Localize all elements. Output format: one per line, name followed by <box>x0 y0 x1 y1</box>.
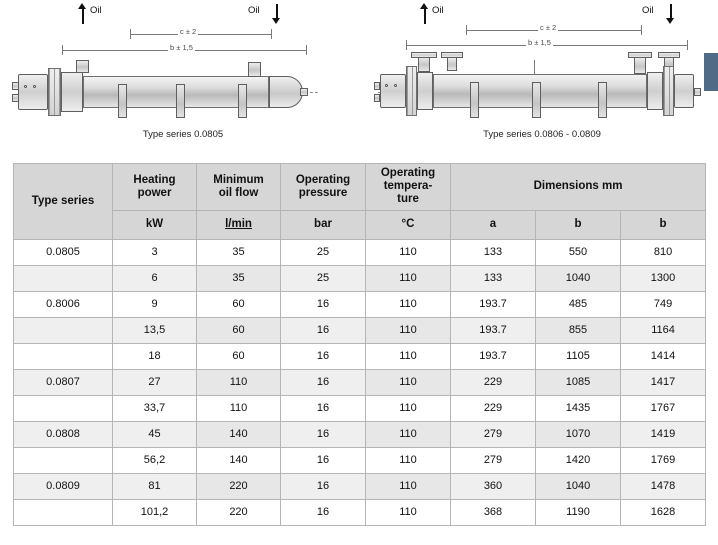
header-operating-pressure-line2: pressure <box>298 186 348 199</box>
cell-dimension-b2: 1414 <box>621 343 706 369</box>
table-row <box>14 343 706 369</box>
cell-operating-pressure: 16 <box>281 291 366 317</box>
oil-inlet-flange <box>411 52 437 58</box>
table-body <box>14 239 706 525</box>
cell-min-oil-flow: 110 <box>197 395 281 421</box>
unit-operating-pressure: bar <box>281 210 366 239</box>
cell-operating-temperature: 110 <box>366 265 451 291</box>
dimension-label-c: c ± 2 <box>180 27 197 36</box>
unit-dimension-a: a <box>451 210 536 239</box>
cell-operating-pressure: 16 <box>281 499 366 525</box>
cell-dimension-b2: 1164 <box>621 317 706 343</box>
dimension-tick-c-right <box>271 29 272 39</box>
right-header-box <box>647 72 663 110</box>
cell-type-series <box>14 343 113 369</box>
cell-operating-temperature: 110 <box>366 447 451 473</box>
cell-dimension-a: 193.7 <box>451 291 536 317</box>
cell-dimension-b1: 1105 <box>536 343 621 369</box>
right-end-block <box>674 74 694 108</box>
oil-in-arrow-head <box>420 3 428 9</box>
table-row <box>14 317 706 343</box>
table-row <box>14 369 706 395</box>
oil-in-arrow-stem <box>82 8 84 24</box>
diagram-row <box>0 0 718 152</box>
cell-operating-pressure: 16 <box>281 395 366 421</box>
cell-dimension-b2: 1767 <box>621 395 706 421</box>
left-flange <box>406 66 417 116</box>
header-min-oil-flow-line2: oil flow <box>218 186 259 199</box>
cell-dimension-b1: 1085 <box>536 369 621 395</box>
left-end-block <box>380 74 406 108</box>
oil-out-arrow-stem <box>670 4 672 19</box>
support-saddle-1 <box>470 82 479 118</box>
oil-out-arrow-head <box>272 18 280 24</box>
cell-dimension-b2: 749 <box>621 291 706 317</box>
bolt-icon <box>385 84 388 87</box>
cell-dimension-b2: 1769 <box>621 447 706 473</box>
diagram-right-canvas <box>366 0 718 128</box>
cell-heating-power: 101,2 <box>113 499 197 525</box>
support-saddle-2 <box>532 82 541 118</box>
oil-out-arrow-head <box>666 18 674 24</box>
cell-heating-power: 27 <box>113 369 197 395</box>
cell-dimension-b1: 1420 <box>536 447 621 473</box>
cell-operating-pressure: 16 <box>281 421 366 447</box>
oil-in-arrow-stem <box>424 8 426 24</box>
cell-operating-temperature: 110 <box>366 421 451 447</box>
unit-min-oil-flow <box>197 210 281 239</box>
cell-operating-pressure: 25 <box>281 239 366 265</box>
dimension-tick-c-right <box>641 25 642 35</box>
diagram-left-canvas <box>0 0 366 128</box>
left-port-nozzle <box>12 82 19 90</box>
header-type-series: Type series <box>14 164 113 240</box>
right-flange <box>663 66 674 116</box>
cell-dimension-b1: 855 <box>536 317 621 343</box>
table-row <box>14 291 706 317</box>
dimension-tick-c-left <box>466 25 467 35</box>
header-dimensions: Dimensions mm <box>451 164 706 211</box>
cell-min-oil-flow: 220 <box>197 499 281 525</box>
cell-dimension-a: 133 <box>451 265 536 291</box>
cell-heating-power: 33,7 <box>113 395 197 421</box>
dimension-line-c <box>130 34 272 35</box>
diagram-right-caption: Type series 0.0806 - 0.0809 <box>483 129 601 140</box>
cell-dimension-a: 133 <box>451 239 536 265</box>
cell-min-oil-flow: 140 <box>197 447 281 473</box>
cell-dimension-a: 279 <box>451 447 536 473</box>
cell-min-oil-flow: 35 <box>197 239 281 265</box>
cell-type-series: 0.0809 <box>14 473 113 499</box>
cell-operating-temperature: 110 <box>366 473 451 499</box>
cell-dimension-b1: 550 <box>536 239 621 265</box>
cell-heating-power: 18 <box>113 343 197 369</box>
support-saddle-1 <box>118 84 127 118</box>
bolt-icon <box>394 84 397 87</box>
left-port-nozzle <box>374 82 380 90</box>
cell-dimension-b1: 1435 <box>536 395 621 421</box>
vent-nozzle <box>447 57 457 71</box>
header-heating-power-line1: Heating <box>133 173 176 186</box>
cell-dimension-a: 229 <box>451 395 536 421</box>
unit-min-oil-flow-text: l/min <box>225 218 252 231</box>
oil-in-label: Oil <box>90 5 102 16</box>
header-operating-temperature <box>366 164 451 211</box>
cell-dimension-b2: 810 <box>621 239 706 265</box>
dimension-tick-b-right <box>687 40 688 50</box>
cell-dimension-a: 193.7 <box>451 317 536 343</box>
table-row <box>14 395 706 421</box>
bolt-icon <box>24 85 27 88</box>
cell-type-series: 0.0808 <box>14 421 113 447</box>
table-row <box>14 265 706 291</box>
cell-operating-pressure: 16 <box>281 343 366 369</box>
cell-dimension-b1: 1070 <box>536 421 621 447</box>
cell-heating-power: 45 <box>113 421 197 447</box>
cell-heating-power: 3 <box>113 239 197 265</box>
cell-heating-power: 9 <box>113 291 197 317</box>
cell-min-oil-flow: 220 <box>197 473 281 499</box>
oil-out-arrow-stem <box>276 4 278 19</box>
header-heating-power-line2: power <box>137 186 172 199</box>
cell-heating-power: 81 <box>113 473 197 499</box>
diagram-type-0805 <box>0 0 366 152</box>
dimension-label-b: b ± 1,5 <box>170 43 193 52</box>
specification-table <box>13 163 706 526</box>
table-row <box>14 447 706 473</box>
header-heating-power <box>113 164 197 211</box>
cell-operating-temperature: 110 <box>366 317 451 343</box>
cell-min-oil-flow: 140 <box>197 421 281 447</box>
oil-outlet-nozzle <box>248 62 261 77</box>
header-operating-pressure-line1: Operating <box>295 173 351 186</box>
dimension-tick-b-right <box>306 45 307 55</box>
cell-dimension-b2: 1628 <box>621 499 706 525</box>
cell-operating-temperature: 110 <box>366 291 451 317</box>
right-end-nozzle <box>694 88 701 96</box>
table-row <box>14 421 706 447</box>
oil-in-label: Oil <box>432 5 444 16</box>
cell-operating-pressure: 25 <box>281 265 366 291</box>
cell-dimension-b2: 1419 <box>621 421 706 447</box>
page-edge-artifact <box>704 53 718 91</box>
header-operating-temperature-line1: Operating <box>380 167 436 179</box>
cell-heating-power: 13,5 <box>113 317 197 343</box>
cell-type-series: 0.0805 <box>14 239 113 265</box>
cell-operating-pressure: 16 <box>281 447 366 473</box>
unit-dimension-b2: b <box>621 210 706 239</box>
cell-type-series <box>14 265 113 291</box>
left-port-nozzle-2 <box>374 94 380 102</box>
cell-dimension-a: 279 <box>451 421 536 447</box>
table-row <box>14 499 706 525</box>
support-saddle-2 <box>176 84 185 118</box>
dimension-label-b: b ± 1,5 <box>528 38 551 47</box>
cell-type-series <box>14 499 113 525</box>
dimension-tick-c-left <box>130 29 131 39</box>
cell-dimension-b1: 485 <box>536 291 621 317</box>
cell-type-series: 0.0807 <box>14 369 113 395</box>
header-operating-pressure <box>281 164 366 211</box>
cell-min-oil-flow: 60 <box>197 343 281 369</box>
left-flange <box>48 68 61 116</box>
cell-dimension-b1: 1190 <box>536 499 621 525</box>
right-end-nozzle <box>300 88 308 96</box>
header-min-oil-flow <box>197 164 281 211</box>
cell-operating-temperature: 110 <box>366 343 451 369</box>
cell-operating-pressure: 16 <box>281 473 366 499</box>
cell-dimension-a: 229 <box>451 369 536 395</box>
cell-heating-power: 56,2 <box>113 447 197 473</box>
oil-out-label: Oil <box>642 5 654 16</box>
oil-inlet-nozzle <box>76 60 89 73</box>
unit-operating-temperature: °C <box>366 210 451 239</box>
header-min-oil-flow-line1: Minimum <box>213 173 264 186</box>
table-row <box>14 473 706 499</box>
cell-min-oil-flow: 60 <box>197 317 281 343</box>
cell-dimension-b1: 1040 <box>536 265 621 291</box>
cell-operating-temperature: 110 <box>366 369 451 395</box>
cell-dimension-a: 360 <box>451 473 536 499</box>
cell-min-oil-flow: 35 <box>197 265 281 291</box>
cell-dimension-b2: 1300 <box>621 265 706 291</box>
unit-dimension-b1: b <box>536 210 621 239</box>
specification-table-wrap <box>13 163 705 526</box>
oil-inlet-nozzle <box>418 56 430 72</box>
cell-dimension-b2: 1417 <box>621 369 706 395</box>
diagram-type-0806-0809 <box>366 0 718 152</box>
cell-operating-pressure: 16 <box>281 369 366 395</box>
cell-type-series <box>14 317 113 343</box>
diagram-left-caption: Type series 0.0805 <box>142 129 224 140</box>
left-port-nozzle-2 <box>12 94 19 102</box>
cell-operating-temperature: 110 <box>366 499 451 525</box>
header-operating-temperature-line2: tempera- <box>383 180 433 193</box>
cell-dimension-a: 193.7 <box>451 343 536 369</box>
cell-operating-temperature: 110 <box>366 239 451 265</box>
dimension-label-c: c ± 2 <box>540 23 557 32</box>
dimension-tick-b-left <box>406 40 407 50</box>
cell-type-series <box>14 447 113 473</box>
cell-dimension-a: 368 <box>451 499 536 525</box>
cell-dimension-b2: 1478 <box>621 473 706 499</box>
cell-operating-pressure: 16 <box>281 317 366 343</box>
table-units-row <box>14 210 706 239</box>
dimension-tick-b-left <box>62 45 63 55</box>
support-saddle-3 <box>598 82 607 118</box>
left-header-box <box>417 72 433 110</box>
oil-out-label: Oil <box>248 5 260 16</box>
support-saddle-3 <box>238 84 247 118</box>
right-dished-end <box>269 76 303 108</box>
table-header-row <box>14 164 706 211</box>
cell-type-series <box>14 395 113 421</box>
cell-type-series: 0.8006 <box>14 291 113 317</box>
bolt-icon <box>33 85 36 88</box>
left-end-block <box>18 74 48 110</box>
cell-heating-power: 6 <box>113 265 197 291</box>
cell-min-oil-flow: 60 <box>197 291 281 317</box>
cell-min-oil-flow: 110 <box>197 369 281 395</box>
oil-in-arrow-head <box>78 3 86 9</box>
table-row <box>14 239 706 265</box>
left-header-box <box>61 72 83 112</box>
cell-operating-temperature: 110 <box>366 395 451 421</box>
unit-heating-power: kW <box>113 210 197 239</box>
oil-outlet-nozzle <box>634 57 646 74</box>
cell-dimension-b1: 1040 <box>536 473 621 499</box>
header-operating-temperature-line3: ture <box>397 193 419 206</box>
